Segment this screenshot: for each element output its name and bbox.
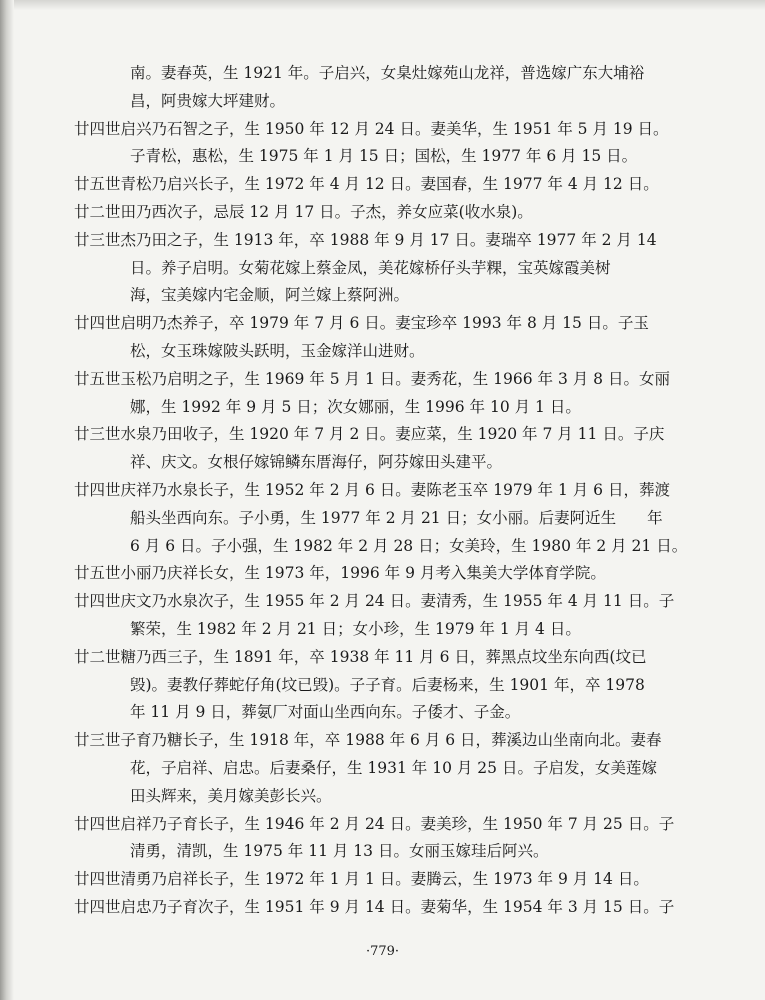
text-line: 昌，阿贵嫁大坪建财。 bbox=[130, 91, 286, 110]
text-line: 廿四世清勇乃启祥长子，生 1972 年 1 月 1 日。妻腾云，生 1973 年 9 月 14 日。 bbox=[74, 870, 649, 889]
text-line: 祥、庆文。女根仔嫁锦鳞东厝海仔，阿芬嫁田头建平。 bbox=[130, 453, 503, 472]
text-line: 廿四世庆祥乃水泉长子，生 1952 年 2 月 6 日。妻陈老玉卒 1979 年 1 月 6 日，葬渡 bbox=[74, 480, 670, 499]
text-line: 年 11 月 9 日，葬氨厂对面山坐西向东。子倭才、子金。 bbox=[130, 703, 521, 722]
text-line: 海，宝美嫁内宅金顺，阿兰嫁上蔡阿洲。 bbox=[130, 286, 410, 305]
text-line: 清勇，清凯，生 1975 年 11 月 13 日。女丽玉嫁珪后阿兴。 bbox=[130, 842, 549, 861]
scan-shadow-left bbox=[0, 0, 14, 1000]
text-line: 廿四世启兴乃石智之子，生 1950 年 12 月 24 日。妻美华，生 1951 年 5 月 19 日。 bbox=[74, 119, 669, 138]
text-line: 6 月 6 日。子小强，生 1982 年 2 月 28 日；女美玲，生 1980 年 2 月 21 日。 bbox=[130, 536, 688, 555]
text-line: 廿五世青松乃启兴长子，生 1972 年 4 月 12 日。妻国春，生 1977 年 4 月 12 日。 bbox=[74, 175, 659, 194]
text-line: 廿五世玉松乃启明之子，生 1969 年 5 月 1 日。妻秀花，生 1966 年 3 月 8 日。女丽 bbox=[74, 369, 670, 388]
text-line: 日。养子启明。女菊花嫁上蔡金凤，美花嫁桥仔头芋粿，宝英嫁霞美树 bbox=[130, 258, 611, 277]
page-number: ·779· bbox=[365, 944, 400, 959]
text-line: 娜，生 1992 年 9 月 5 日；次女娜丽，生 1996 年 10 月 1 日。 bbox=[130, 397, 581, 416]
scan-shadow-top bbox=[0, 0, 765, 10]
text-line: 廿四世启忠乃子育次子，生 1951 年 9 月 14 日。妻菊华，生 1954 年 3 月 15 日。子 bbox=[74, 897, 675, 916]
text-line: 毁)。妻教仔葬蛇仔角(坟已毁)。子子育。后妻杨来，生 1901 年，卒 1978 bbox=[130, 675, 645, 694]
text-line: 子青松，惠松，生 1975 年 1 月 15 日；国松，生 1977 年 6 月 15 日。 bbox=[130, 147, 638, 166]
text-line: 松，女玉珠嫁陂头跃明，玉金嫁洋山进财。 bbox=[130, 341, 425, 360]
text-line: 花，子启祥、启忠。后妻桑仔，生 1931 年 10 月 25 日。子启发，女美莲嫁 bbox=[130, 758, 657, 777]
text-line: 廿三世子育乃糖长子，生 1918 年，卒 1988 年 6 月 6 日，葬溪边山坐南向北。妻春 bbox=[74, 731, 662, 750]
text-line: 繁荣，生 1982 年 2 月 21 日；女小珍，生 1979 年 1 月 4 日。 bbox=[130, 619, 581, 638]
text-line: 田头辉来，美月嫁美彭长兴。 bbox=[130, 786, 332, 805]
text-line: 廿三世水泉乃田收子，生 1920 年 7 月 2 日。妻应菜，生 1920 年 7 月 11 日。子庆 bbox=[74, 425, 665, 444]
text-line: 廿五世小丽乃庆祥长女，生 1973 年，1996 年 9 月考入集美大学体育学院。 bbox=[74, 564, 606, 583]
page-body bbox=[74, 60, 724, 922]
text-line: 南。妻春英，生 1921 年。子启兴，女臬灶嫁苑山龙祥，普选嫁广东大埔裕 bbox=[130, 64, 645, 82]
text-line: 船头坐西向东。子小勇，生 1977 年 2 月 21 日；女小丽。后妻阿近生 年 bbox=[130, 508, 663, 527]
text-line: 廿四世启祥乃子育长子，生 1946 年 2 月 24 日。妻美珍，生 1950 年 7 月 25 日。子 bbox=[74, 814, 675, 833]
text-line: 廿二世田乃西次子，忌辰 12 月 17 日。子杰，养女应菜(收水泉)。 bbox=[74, 202, 533, 221]
text-line: 廿四世庆文乃水泉次子，生 1955 年 2 月 24 日。妻清秀，生 1955 年 4 月 11 日。子 bbox=[74, 592, 675, 611]
text-line: 廿四世启明乃杰养子，卒 1979 年 7 月 6 日。妻宝珍卒 1993 年 8 月 15 日。子玉 bbox=[74, 314, 649, 333]
text-line: 廿二世糖乃西三子，生 1891 年，卒 1938 年 11 月 6 日，葬黑点坟坐东向西(坟已 bbox=[74, 647, 647, 666]
text-line: 廿三世杰乃田之子，生 1913 年，卒 1988 年 9 月 17 日。妻瑞卒 1977 年 2 月 14 bbox=[74, 230, 657, 249]
